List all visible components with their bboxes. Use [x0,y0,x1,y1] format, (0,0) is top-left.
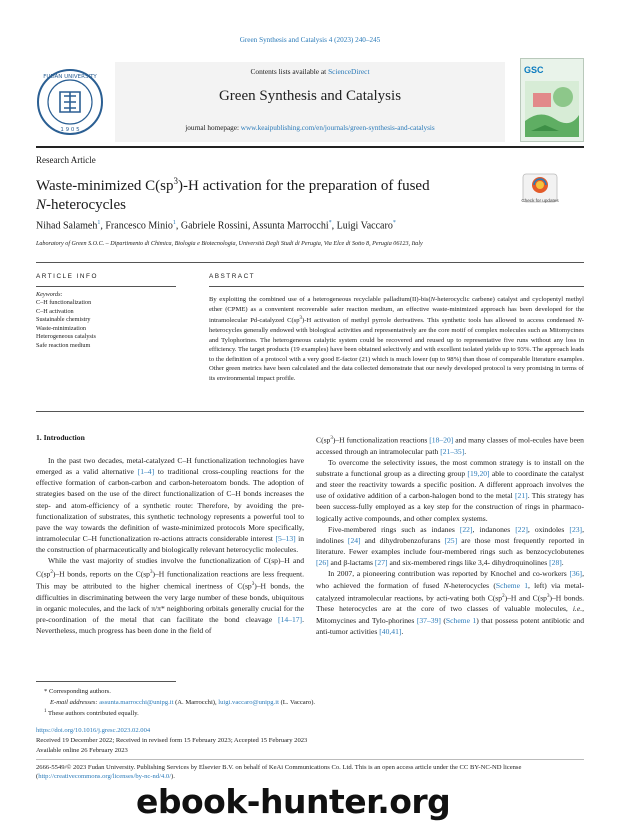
author[interactable]: Luigi Vaccaro [336,220,393,232]
journal-homepage: journal homepage: www.keaipublishing.com/en/journals/green-synthesis-and-catalysis [185,124,435,132]
abstract-text: By exploiting the combined use of a heterogeneous recyclable palladium(II)-bis(N-heterocyclic carbene) catalyst and cyclopentyl methyl ether (CPME) as a convenient recoverable safer reaction medium, an effective waste-minimized approach has been developed for the intramolecular Pd-catalyzed $C(sp^3)-H$ activation of methyl pyrrole derivatives. This synthetic tools has allowed to access condensed N-heterocycles generally endowed with biological activities and representatively are the core motif of complex molecules such as Mitomycines and Tylophorines. The heterogeneous catalytic system could be recovered and reused up to representative five runs without any loss in efficiency. The target products (19 examples) have been obtained selectively and with excellent isolated yields up to 93%. The approach leads to the definition of a protocol with a very good E-factor (21) which is much lower (up to 98%) than those of comparable literature examples. Other green metrics have been calculated and the data collected demonstrate that our newly developed protocol is very promising in terms of its environmental impact profile. [209,296,584,382]
citation-link[interactable]: [25] [444,535,458,545]
cover-gsc-label: GSC [524,65,544,75]
paragraph: In 2007, a pioneering contribution was reported by Knochel and co-workers [36], who achieved the formation of fused N-heterocycles (Scheme 1, left) via metal-catalyzed intramolecular reactions, by acti-vating both $C(sp^2)-H$ and $C(sp^3)-H$ bonds. These heterocycles are at the core of two classes of valuable molecules, i.e., Mitomycines and Tylo-phorines [37–39] (Scheme 1) that possess potent antibiotic and anti-tumor activities [40,41]. [316,569,584,636]
svg-text:1 9 0 5: 1 9 0 5 [60,127,80,133]
paragraph: $C(sp^3)-H$ functionalization reactions [18–20] and many classes of mol-ecules have been accessed through an intramolecular path [21–35]. [316,435,584,456]
contents-line: Contents lists available at ScienceDirect [250,67,370,76]
citation-link[interactable]: [21] [515,491,528,501]
body-column-left [36,455,304,637]
abstract-divider [36,411,584,412]
introduction-heading: 1. Introduction [36,433,85,442]
check-for-updates-label[interactable]: Check for updates [521,198,559,203]
paragraph: In the past two decades, metal-catalyzed C–H functionalization technologies have emerged as a valid alternative [1–4] to traditional cross-coupling reactions for the effective formation of carbon-carbon and carbon-heteroatom bonds. The adoption of strategies based on the use of the direct functionalization of C–H bonds increases the step- and atom-efficiency of a synthetic route: Therefore, by avoiding the pre-functionalization of substrates, this synthetic technology represents a powerful tool to pave the way towards the definition of waste-minimized protocols More specifically, intramolecular C–H functionalization re-actions attracts considerable interest [5–13] in the construction of pharmaceutically and biologically relevant heterocyclic molecules. [36,456,305,555]
footnote-rule [36,681,176,682]
doi-link[interactable]: https://doi.org/10.1016/j.gresc.2023.02.004 [36,727,151,734]
body-column-right [316,433,584,637]
watermark-text: ebook-hunter.org [136,782,451,821]
abstract-rule [209,286,584,287]
citation-link[interactable]: [40,41] [379,626,402,636]
keyword-item: Waste-minimization [36,324,87,332]
scheme-link[interactable]: Scheme 1 [445,615,477,625]
cover-art-image [525,81,579,137]
author[interactable]: Francesco Minio [105,220,173,232]
keywords-block [36,291,176,351]
email-link[interactable]: luigi.vaccaro@unipg.it [218,699,279,706]
abstract-heading: ABSTRACT [209,273,256,280]
keyword-item: Sustainable chemistry [36,316,91,324]
keywords-label: Keywords: [36,291,63,298]
corresponding-footnote: * Corresponding authors. [44,688,111,695]
author-list: Nihad Salameh$^1$, Francesco Minio$^1$, Gabriele Rossini, Assunta Marrocchi*, Luigi Vaccaro* [36,220,396,232]
citation-link[interactable]: [19,20] [467,469,490,478]
citation-link[interactable]: [22] [515,524,528,534]
meta-divider [36,759,584,760]
sciencedirect-link[interactable]: ScienceDirect [328,67,370,76]
journal-title: Green Synthesis and Catalysis [218,88,402,104]
keyword-item: C–H activation [36,307,74,315]
journal-reference[interactable]: Green Synthesis and Catalysis 4 (2023) 240–245 [239,36,381,44]
university-seal-logo [36,68,104,136]
header-divider [36,146,584,148]
author[interactable]: Nihad Salameh [36,220,98,232]
email-link[interactable]: assunta.marrocchi@unipg.it [99,699,174,706]
license-text: 2666-5549/© 2023 Fudan University. Publishing Services by Elsevier B.V. on behalf of KeAi Communications Co. Ltd. This is an open access article under the CC BY-NC-ND license (http://creativecommons.org/licenses/by-nc-nd/4.0/). [36,764,522,780]
citation-link[interactable]: [1–4] [137,467,155,477]
citation-link[interactable]: [23] [569,524,583,534]
citation-link[interactable]: [24] [347,535,361,545]
received-dates: Received 19 December 2022; Received in revised form 15 February 2023; Accepted 15 February 2023 [36,737,308,744]
keyword-item: C–H functionalization [36,299,92,306]
author[interactable]: Assunta Marrocchi [252,220,329,232]
citation-link[interactable]: [36] [569,569,583,579]
paragraph: Five-membered rings such as indanes [22], indanones [22], oxindoles [23], indolines [24] and dihydrobenzofurans [25] are those most frequently reported in literature. Fewer examples include four-membered rings such as benzocyclobutenes [26] and β-lactams [27] and six-membered rings like 3,4- dihydroquinolines [28]. [316,524,584,568]
equal-contribution-footnote: $^1$ These authors contributed equally. [44,709,139,718]
citation-link[interactable]: [5–13] [275,534,296,544]
article-type: Research Article [36,155,96,165]
article-info-heading: ARTICLE INFO [36,273,98,280]
paragraph: To overcome the selectivity issues, the most common strategy is to install on the substrate a functional group as a directing group [19,20] able to coordinate the catalyst and steer the reactivity towards a specific position. A different approach involves the use of oxidative addition of a carbon-halogen bond to the metal [21]. This strategy has been success-fully employed as a key step for the construction of rings in pharmaco-logically active compounds, and other complex systems. [316,457,585,523]
affiliation-divider [36,262,584,263]
author[interactable]: Gabriele Rossini [180,220,248,232]
citation-link[interactable]: [37–39] [416,615,441,625]
homepage-link[interactable]: www.keaipublishing.com/en/journals/green-synthesis-and-catalysis [240,124,435,132]
paragraph: While the vast majority of studies involve the functionalization of C(sp)–H and $C(sp^2)-H$ bonds, reports on the $C(sp^3)-H$ functionalization reactions are less frequent. This may be attributed to the higher chemical inertness of $C(sp^3)-H$ bonds, the difficulties in discriminating between the very large number of these bonds, ubiquitous in organic molecules, and the lack of π/π* neighboring orbitals generally crucial for the pre-coordination of the metal that can facilitate the bond cleavage [14–17]. Nevertheless, much progress has been done in the field of [36,556,304,636]
citation-link[interactable]: [21–35] [440,446,465,456]
keyword-item: Heterogeneous catalysis [36,333,96,341]
keyword-item: Safe reaction medium [36,341,91,349]
affiliation: Laboratory of Green S.O.C. – Dipartimento di Chimica, Biologia e Biotecnologia, Università Degli Studi di Perugia, Via Elce di Sotto 8, Perugia 06123, Italy [36,241,423,247]
svg-text:FUDAN UNIVERSITY: FUDAN UNIVERSITY [43,74,97,80]
citation-link[interactable]: [27] [374,558,388,568]
citation-link[interactable]: [18–20] [429,435,454,445]
citation-link[interactable]: [14–17] [278,615,303,625]
article-title: Waste-minimized $C(sp^3)-H$ activation for the preparation of fused N-heterocycles [36,176,430,213]
available-online: Available online 26 February 2023 [36,747,128,754]
license-link[interactable]: http://creativecommons.org/licenses/by-nc-nd/4.0/ [38,773,172,780]
citation-link[interactable]: [26] [316,558,329,568]
email-footnote: E-mail addresses: assunta.marrocchi@unipg.it (A. Marrocchi), luigi.vaccaro@unipg.it (L. Vaccaro). [50,699,316,706]
journal-cover-thumbnail[interactable] [520,58,584,142]
citation-link[interactable]: [28] [549,558,562,568]
citation-link[interactable]: [22] [459,524,473,534]
scheme-link[interactable]: Scheme 1 [495,580,529,590]
article-info-rule [36,286,176,287]
